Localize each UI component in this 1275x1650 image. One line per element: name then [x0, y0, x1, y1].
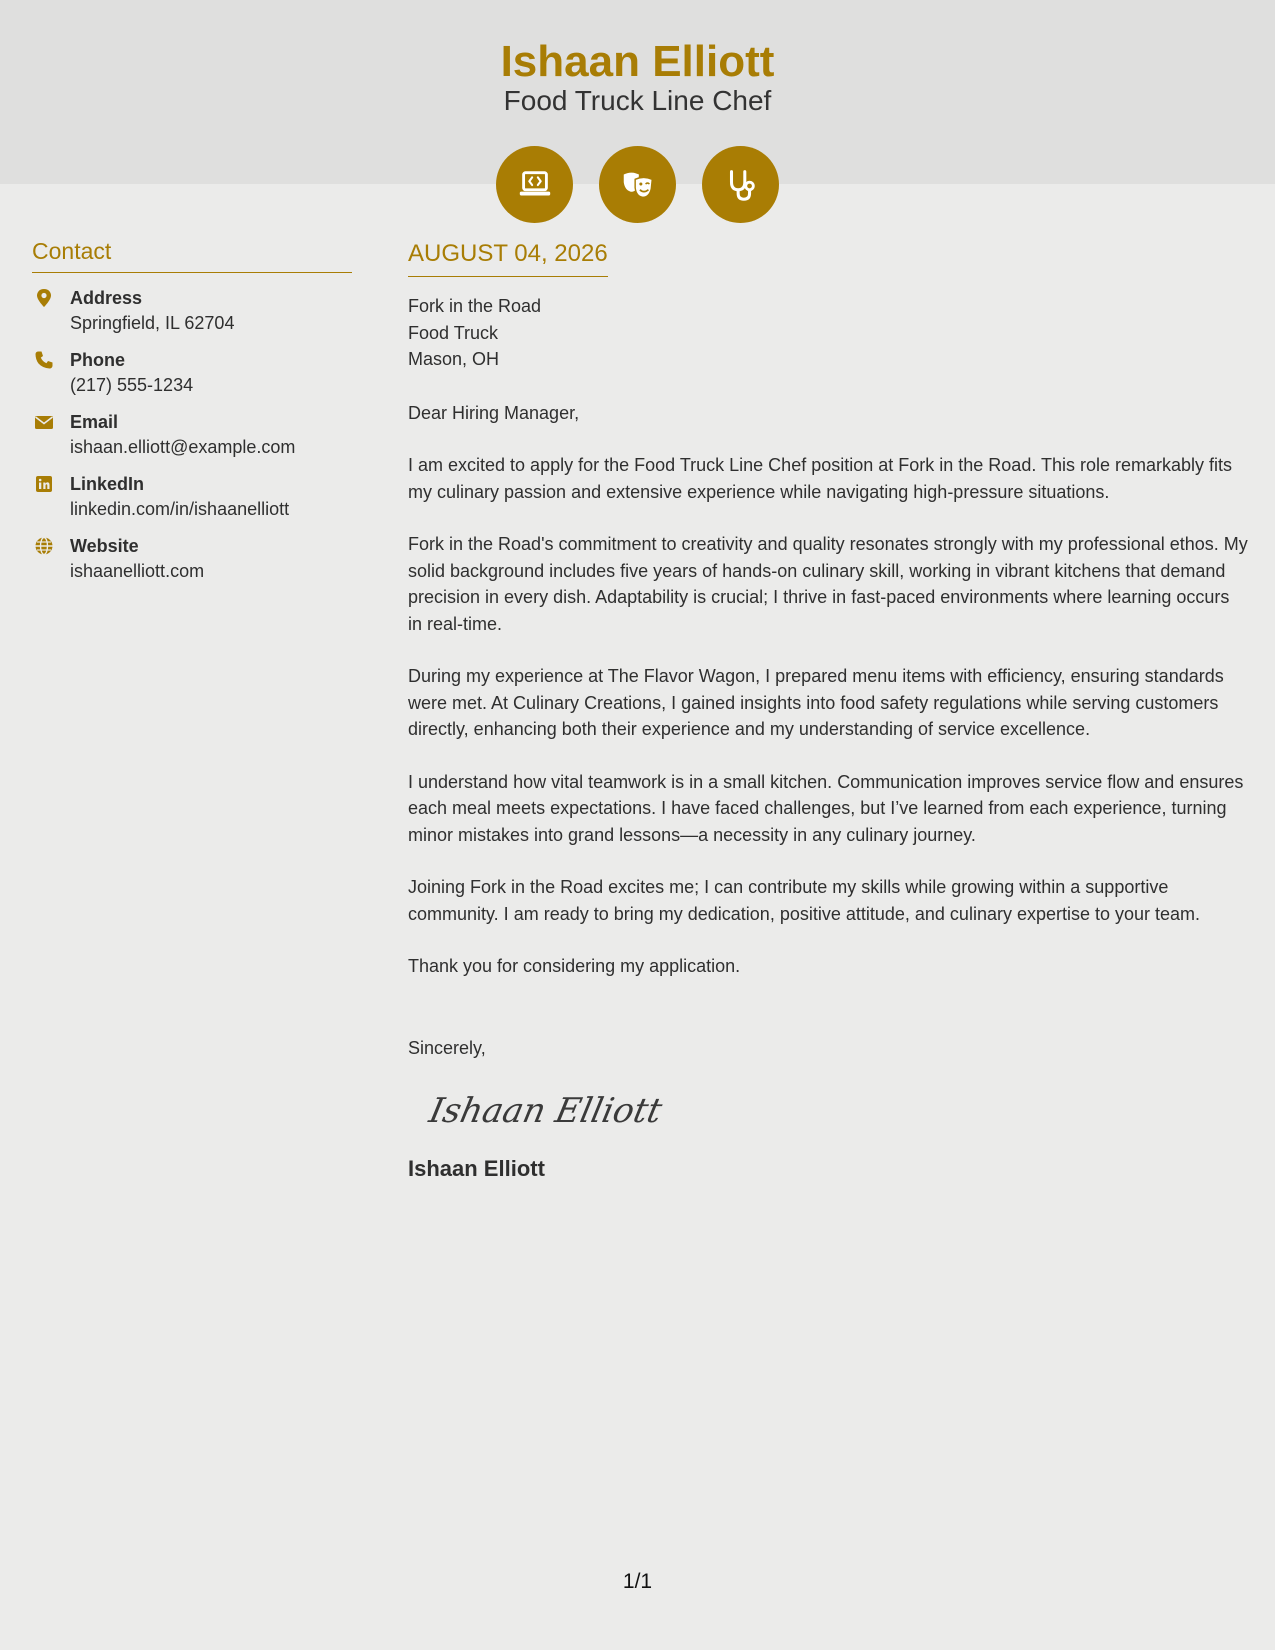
globe-icon	[34, 536, 54, 556]
contact-linkedin	[32, 472, 352, 522]
job-title: Food Truck Line Chef	[503, 85, 772, 116]
contact-heading: Contact	[32, 236, 352, 273]
cover-letter-body	[408, 238, 1248, 1183]
linkedin-value[interactable]: linkedin.com/in/ishaanelliott	[70, 499, 290, 519]
phone-icon	[34, 350, 54, 370]
paragraph: Joining Fork in the Road excites me; I can contribute my skills while growing within a supportive community. I am ready to bring my dedication, positive attitude, and culinary expertise to your team.	[408, 877, 1201, 924]
email-value: ishaan.elliott@example.com	[70, 437, 296, 457]
recipient-block	[408, 293, 1248, 373]
website-label: Website	[70, 536, 139, 556]
envelope-icon	[34, 412, 54, 432]
email-label: Email	[70, 412, 119, 432]
contact-phone	[32, 348, 352, 398]
laptop-code-icon	[496, 146, 573, 223]
page-number: 1/1	[622, 1570, 653, 1593]
paragraph: Fork in the Road's commitment to creativity and quality resonates strongly with my professional ethos. My solid background includes five years of hands-on culinary skill, working in vibrant kitchens that demand precision in every dish. Adaptability is crucial; I thrive in fast-paced environments where learning occurs in real-time.	[408, 534, 1248, 634]
phone-value: (217) 555-1234	[70, 375, 194, 395]
linkedin-icon	[34, 474, 54, 494]
signer-name: Ishaan Elliott	[408, 1156, 545, 1181]
address-label: Address	[70, 288, 143, 308]
contact-website	[32, 534, 352, 584]
website-value[interactable]: ishaanelliott.com	[70, 561, 205, 581]
contact-address	[32, 286, 352, 336]
phone-label: Phone	[70, 350, 126, 370]
header-icon-row	[0, 146, 1275, 223]
address-value: Springfield, IL 62704	[70, 313, 235, 333]
linkedin-label: LinkedIn	[70, 474, 145, 494]
handwritten-signature: Ishaan Elliott	[425, 1091, 666, 1131]
salutation: Dear Hiring Manager,	[408, 402, 580, 423]
recipient-company: Fork in the Road	[408, 296, 542, 316]
paragraph: During my experience at The Flavor Wagon, I prepared menu items with efficiency, ensuring standards were met. At Culinary Creations, I gained insights into food safety regulations while serving customers directly, enhancing both their experience and my understanding of service excellence.	[408, 666, 1224, 739]
closing: Sincerely,	[408, 1037, 486, 1058]
recipient-type: Food Truck	[408, 322, 499, 343]
theater-masks-icon	[599, 146, 676, 223]
letter-date: AUGUST 04, 2026	[408, 238, 608, 277]
paragraph: I am excited to apply for the Food Truck Line Chef position at Fork in the Road. This role remarkably fits my culinary passion and extensive experience while navigating high-pressure situations.	[408, 455, 1233, 502]
map-pin-icon	[34, 288, 54, 308]
contact-sidebar	[32, 236, 352, 584]
applicant-name: Ishaan Elliott	[500, 37, 775, 86]
contact-email	[32, 410, 352, 460]
stethoscope-icon	[702, 146, 779, 223]
paragraph: Thank you for considering my application.	[408, 956, 741, 976]
recipient-location: Mason, OH	[408, 349, 500, 369]
paragraph: I understand how vital teamwork is in a small kitchen. Communication improves service flow and ensures each meal meets expectations. I have faced challenges, but I’ve learned from each experience, turning minor mistakes into grand lessons—a necessity in any culinary journey.	[408, 771, 1244, 845]
